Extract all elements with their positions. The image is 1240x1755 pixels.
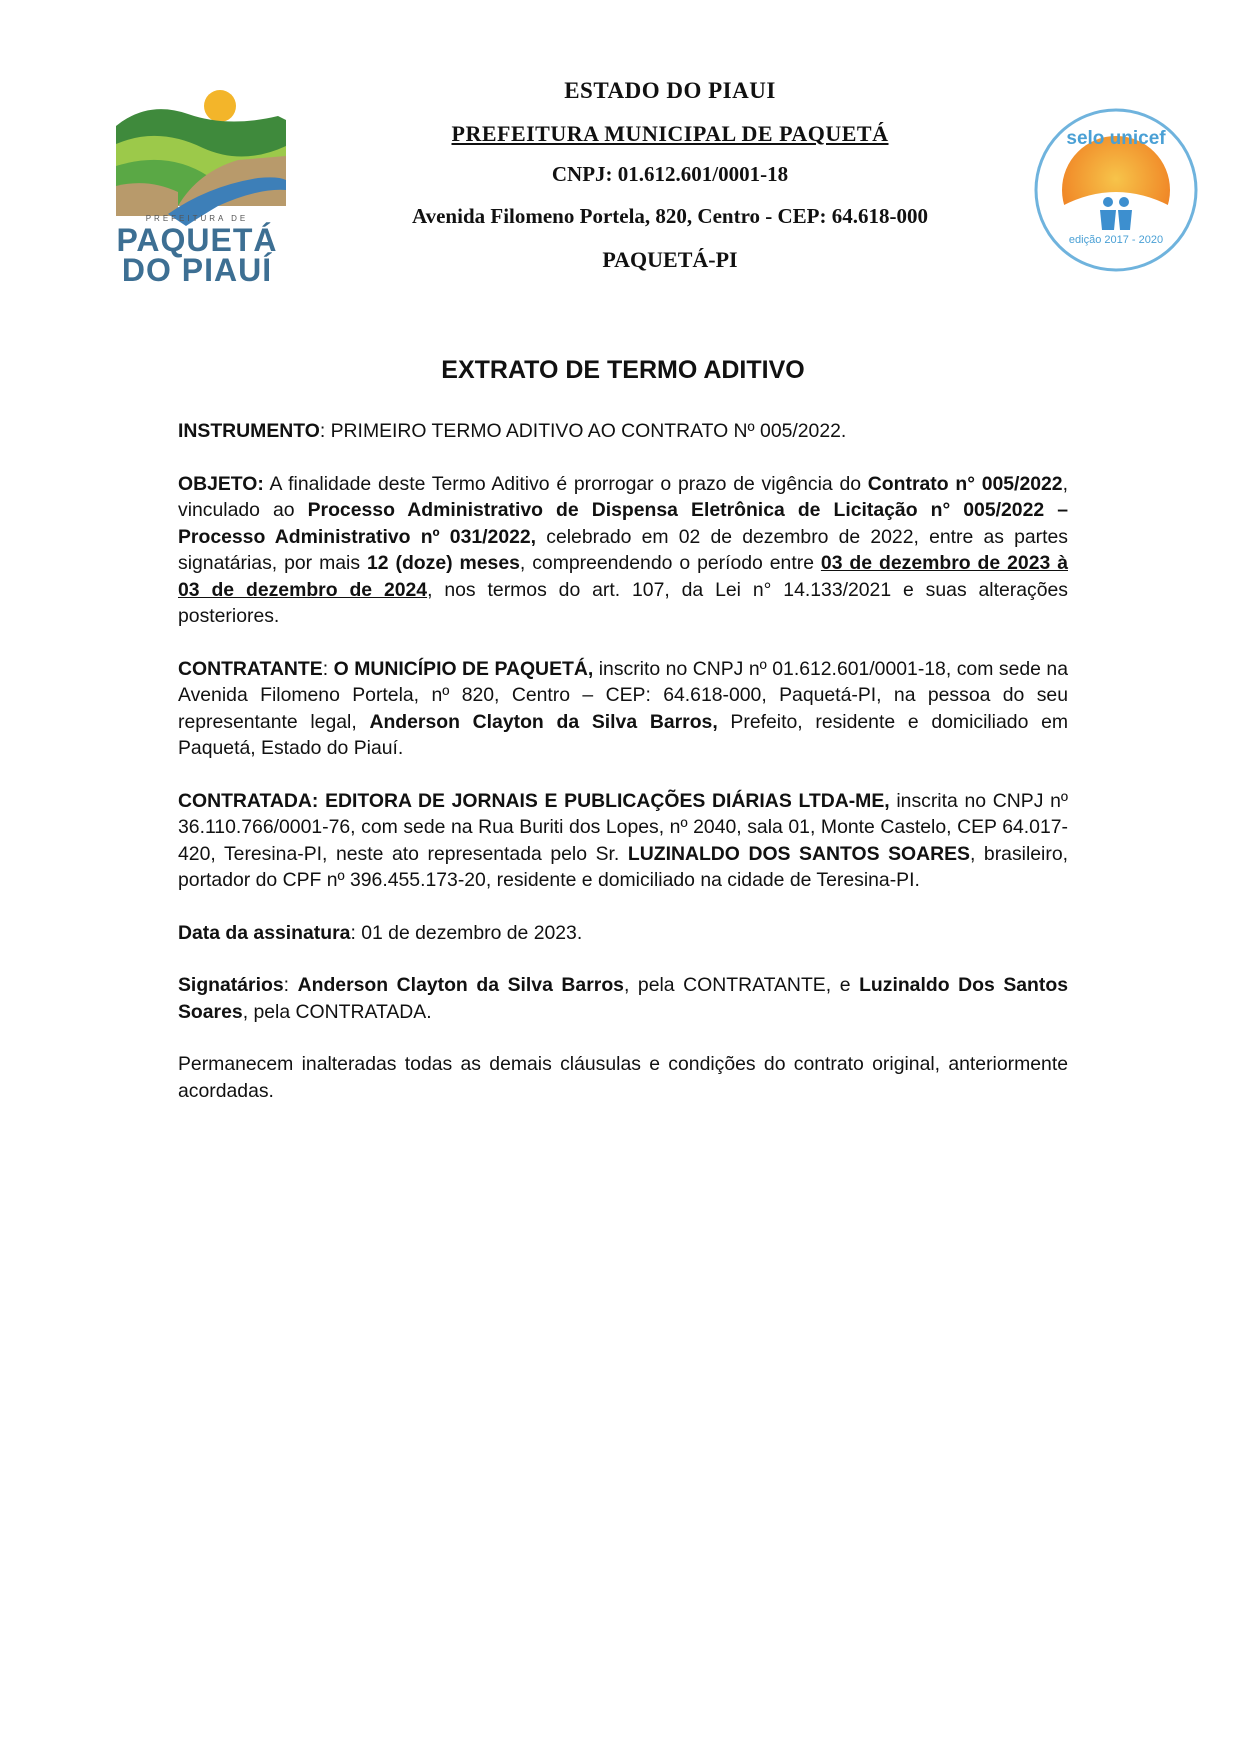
contratante-label: CONTRATANTE [178,657,323,680]
logo-text-line1: PAQUETÁ [116,222,278,258]
selo-text-bottom: edição 2017 - 2020 [1068,234,1164,246]
header-prefeitura: PREFEITURA MUNICIPAL DE PAQUETÁ [451,121,889,146]
selo-text-top: selo unicef [1066,128,1166,149]
selo-unicef-icon [1030,106,1202,272]
contratante-text-3: Prefeito, residente e domiciliado em Paquetá, Estado do Piauí. [178,710,1068,759]
paragraph-objeto [178,471,1068,630]
paragraph-instrumento [178,418,1068,445]
contratada-representante: LUZINALDO DOS SANTOS SOARES [627,842,970,865]
contratada-text-2: , brasileiro, portador do CPF nº 396.455.173-20, residente e domiciliado na cidade de Teresina-PI. [178,842,1068,891]
objeto-text-2: , vinculado ao [178,472,1068,521]
contratante-municipio: O MUNICÍPIO DE PAQUETÁ, [333,657,594,680]
contratante-text-1: : [322,657,334,680]
header-state: ESTADO DO PIAUI [564,78,776,103]
data-assinatura-text: : 01 de dezembro de 2023. [350,921,583,944]
header-city: PAQUETÁ-PI [602,247,738,272]
objeto-text-3: celebrado em 02 de dezembro de 2022, entre as partes signatárias, por mais [178,525,1068,574]
signatarios-text-1: : [283,974,298,996]
logo-text-small: PREFEITURA DE [145,214,249,223]
contratante-representante: Anderson Clayton da Silva Barros, [369,710,718,733]
objeto-prazo: 12 (doze) meses [366,552,520,574]
objeto-text-4: , compreendendo o período entre [519,552,821,574]
objeto-text-5: , nos termos do art. 107, da Lei n° 14.133/2021 e suas alterações posteriores. [178,578,1068,627]
instrumento-text: : PRIMEIRO TERMO ADITIVO AO CONTRATO Nº 005/2022. [319,420,847,442]
objeto-contrato: Contrato n° 005/2022 [867,472,1063,495]
paragraph-closing: Permanecem inalteradas todas as demais cláusulas e condições do contrato original, anteriormente acordadas. [178,1053,1068,1102]
signatario-contratada: Luzinaldo Dos Santos Soares [178,974,1068,1023]
header-cnpj: CNPJ: 01.612.601/0001-18 [551,162,789,186]
paragraph-contratante [178,656,1068,762]
objeto-processo: Processo Administrativo de Dispensa Eletrônica de Licitação n° 005/2022 – Processo Administrativo nº 031/2022, [178,499,1068,548]
instrumento-label: INSTRUMENTO [178,420,320,442]
contratada-text-1: inscrita no CNPJ nº 36.110.766/0001-76, com sede na Rua Buriti dos Lopes, nº 2040, sala 01, Monte Castelo, CEP 64.017-420, Teresina-PI, neste ato representada pelo Sr. [178,789,1068,865]
paqueta-logo-icon [108,86,302,292]
contratante-text-2: inscrito no CNPJ nº 01.612.601/0001-18, com sede na Avenida Filomeno Portela, nº 820, Centro – CEP: 64.618-000, Paquetá-PI, na pessoa do seu representante legal, [178,657,1068,733]
document-title: EXTRATO DE TERMO ADITIVO [441,356,805,384]
paragraph-signatarios [178,972,1068,1025]
objeto-text-1: A finalidade deste Termo Aditivo é prorrogar o prazo de vigência do [263,472,868,495]
signatarios-label: Signatários [178,974,284,996]
paragraph-contratada [178,788,1068,894]
header-address: Avenida Filomeno Portela, 820, Centro - CEP: 64.618-000 [412,204,928,228]
signatario-contratante: Anderson Clayton da Silva Barros [297,974,624,996]
logo-text-line2: DO PIAUÍ [121,252,273,288]
contratada-label: CONTRATADA: EDITORA DE JORNAIS E PUBLICAÇÕES DIÁRIAS LTDA-ME, [178,789,890,812]
data-assinatura-label: Data da assinatura [178,921,351,944]
objeto-label: OBJETO: [178,472,264,495]
objeto-periodo: 03 de dezembro de 2023 à 03 de dezembro de 2024 [178,552,1068,601]
document-body [178,418,1068,1130]
signatarios-text-2: , pela CONTRATANTE, e [623,974,860,996]
paragraph-data-assinatura [178,920,1068,947]
signatarios-text-3: , pela CONTRATADA. [242,1000,432,1023]
